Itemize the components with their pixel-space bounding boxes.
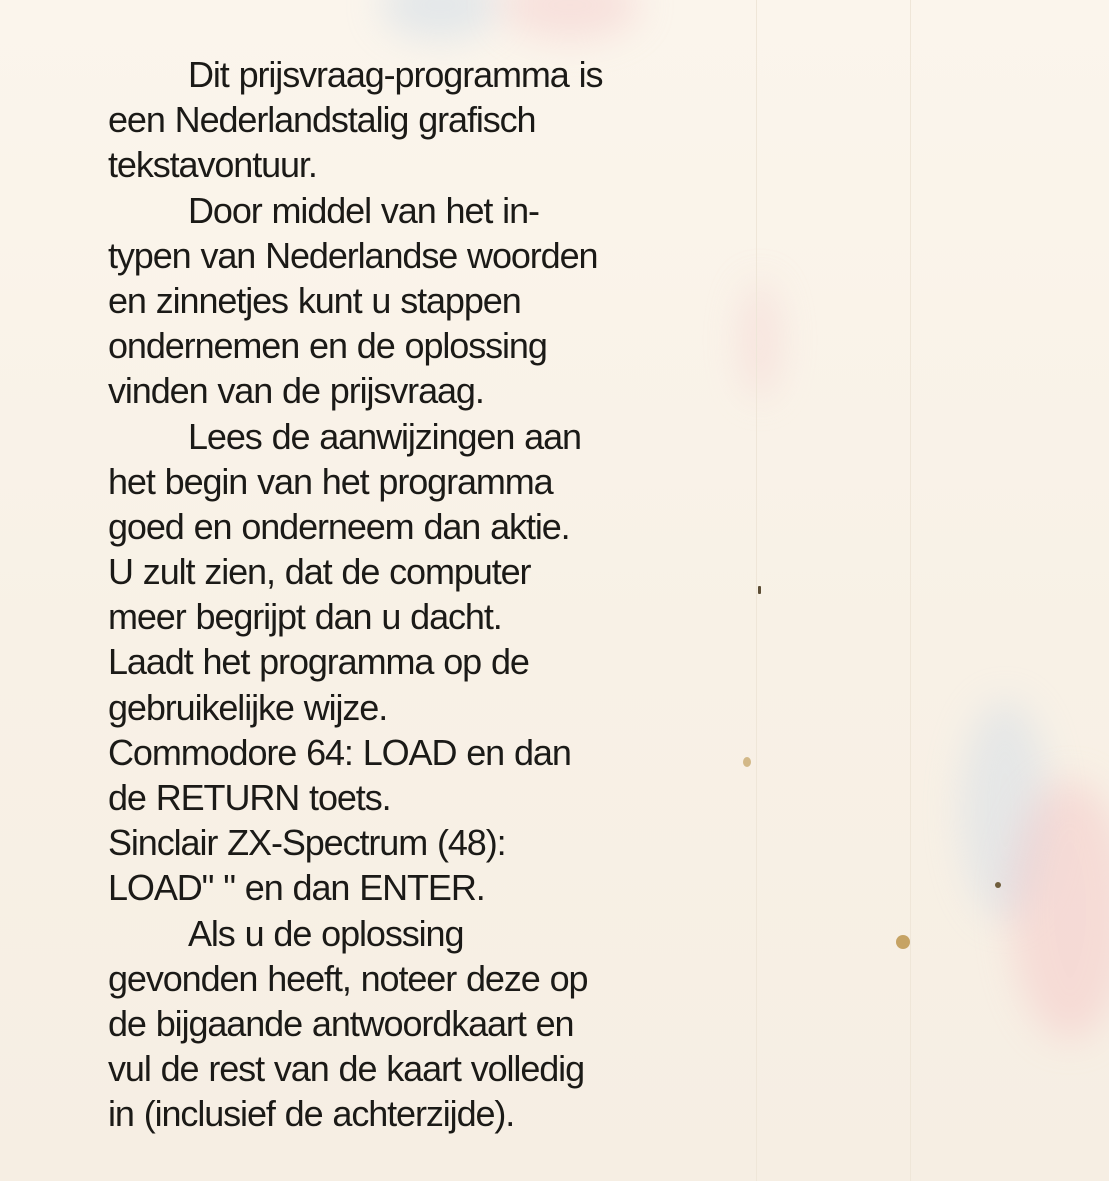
paper-stain: [743, 757, 751, 767]
text-line: U zult zien, dat de computer: [108, 551, 531, 593]
text-line: een Nederlandstalig grafisch: [108, 99, 536, 141]
text-line: gebruikelijke wijze.: [108, 686, 388, 728]
text-line: de RETURN toets.: [108, 777, 391, 818]
text-line: het begin van het programma: [108, 460, 553, 502]
fold-line: [910, 0, 911, 1181]
fold-line: [756, 0, 757, 1181]
text-line: ondernemen en de oplossing: [108, 325, 547, 367]
paper-stain: [758, 586, 761, 594]
print-wash-pink-fold: [740, 280, 780, 400]
paper-stain: [896, 935, 910, 949]
text-line: meer begrijpt dan u dacht.: [108, 596, 502, 638]
text-line: en zinnetjes kunt u stappen: [108, 279, 521, 321]
text-line: Commodore 64: LOAD en dan: [108, 731, 571, 773]
instructions-text: [108, 52, 728, 1137]
text-line: Lees de aanwijzingen aan: [188, 415, 581, 457]
text-line: Sinclair ZX-Spectrum (48):: [108, 822, 506, 864]
text-line: Dit prijsvraag-programma is: [188, 54, 603, 95]
text-line: vul de rest van de kaart volledig: [108, 1048, 584, 1090]
print-wash-blue: [380, 0, 500, 40]
text-line: Als u de oplossing: [188, 912, 464, 954]
text-line: in (inclusief de achterzijde).: [108, 1093, 515, 1135]
text-line: Laadt het programma op de: [108, 641, 529, 683]
paper-stain: [995, 882, 1001, 888]
text-line: de bijgaande antwoordkaart en: [108, 1002, 574, 1044]
text-line: vinden van de prijsvraag.: [108, 370, 484, 412]
text-line: Door middel van het in-: [188, 189, 539, 231]
text-line: gevonden heeft, noteer deze op: [108, 957, 588, 999]
text-line: tekstavontuur.: [108, 144, 317, 186]
text-line: LOAD" " en dan ENTER.: [108, 867, 485, 909]
print-wash-pink: [500, 0, 640, 40]
text-line: typen van Nederlandse woorden: [108, 234, 598, 276]
text-line: goed en onderneem dan aktie.: [108, 505, 570, 547]
